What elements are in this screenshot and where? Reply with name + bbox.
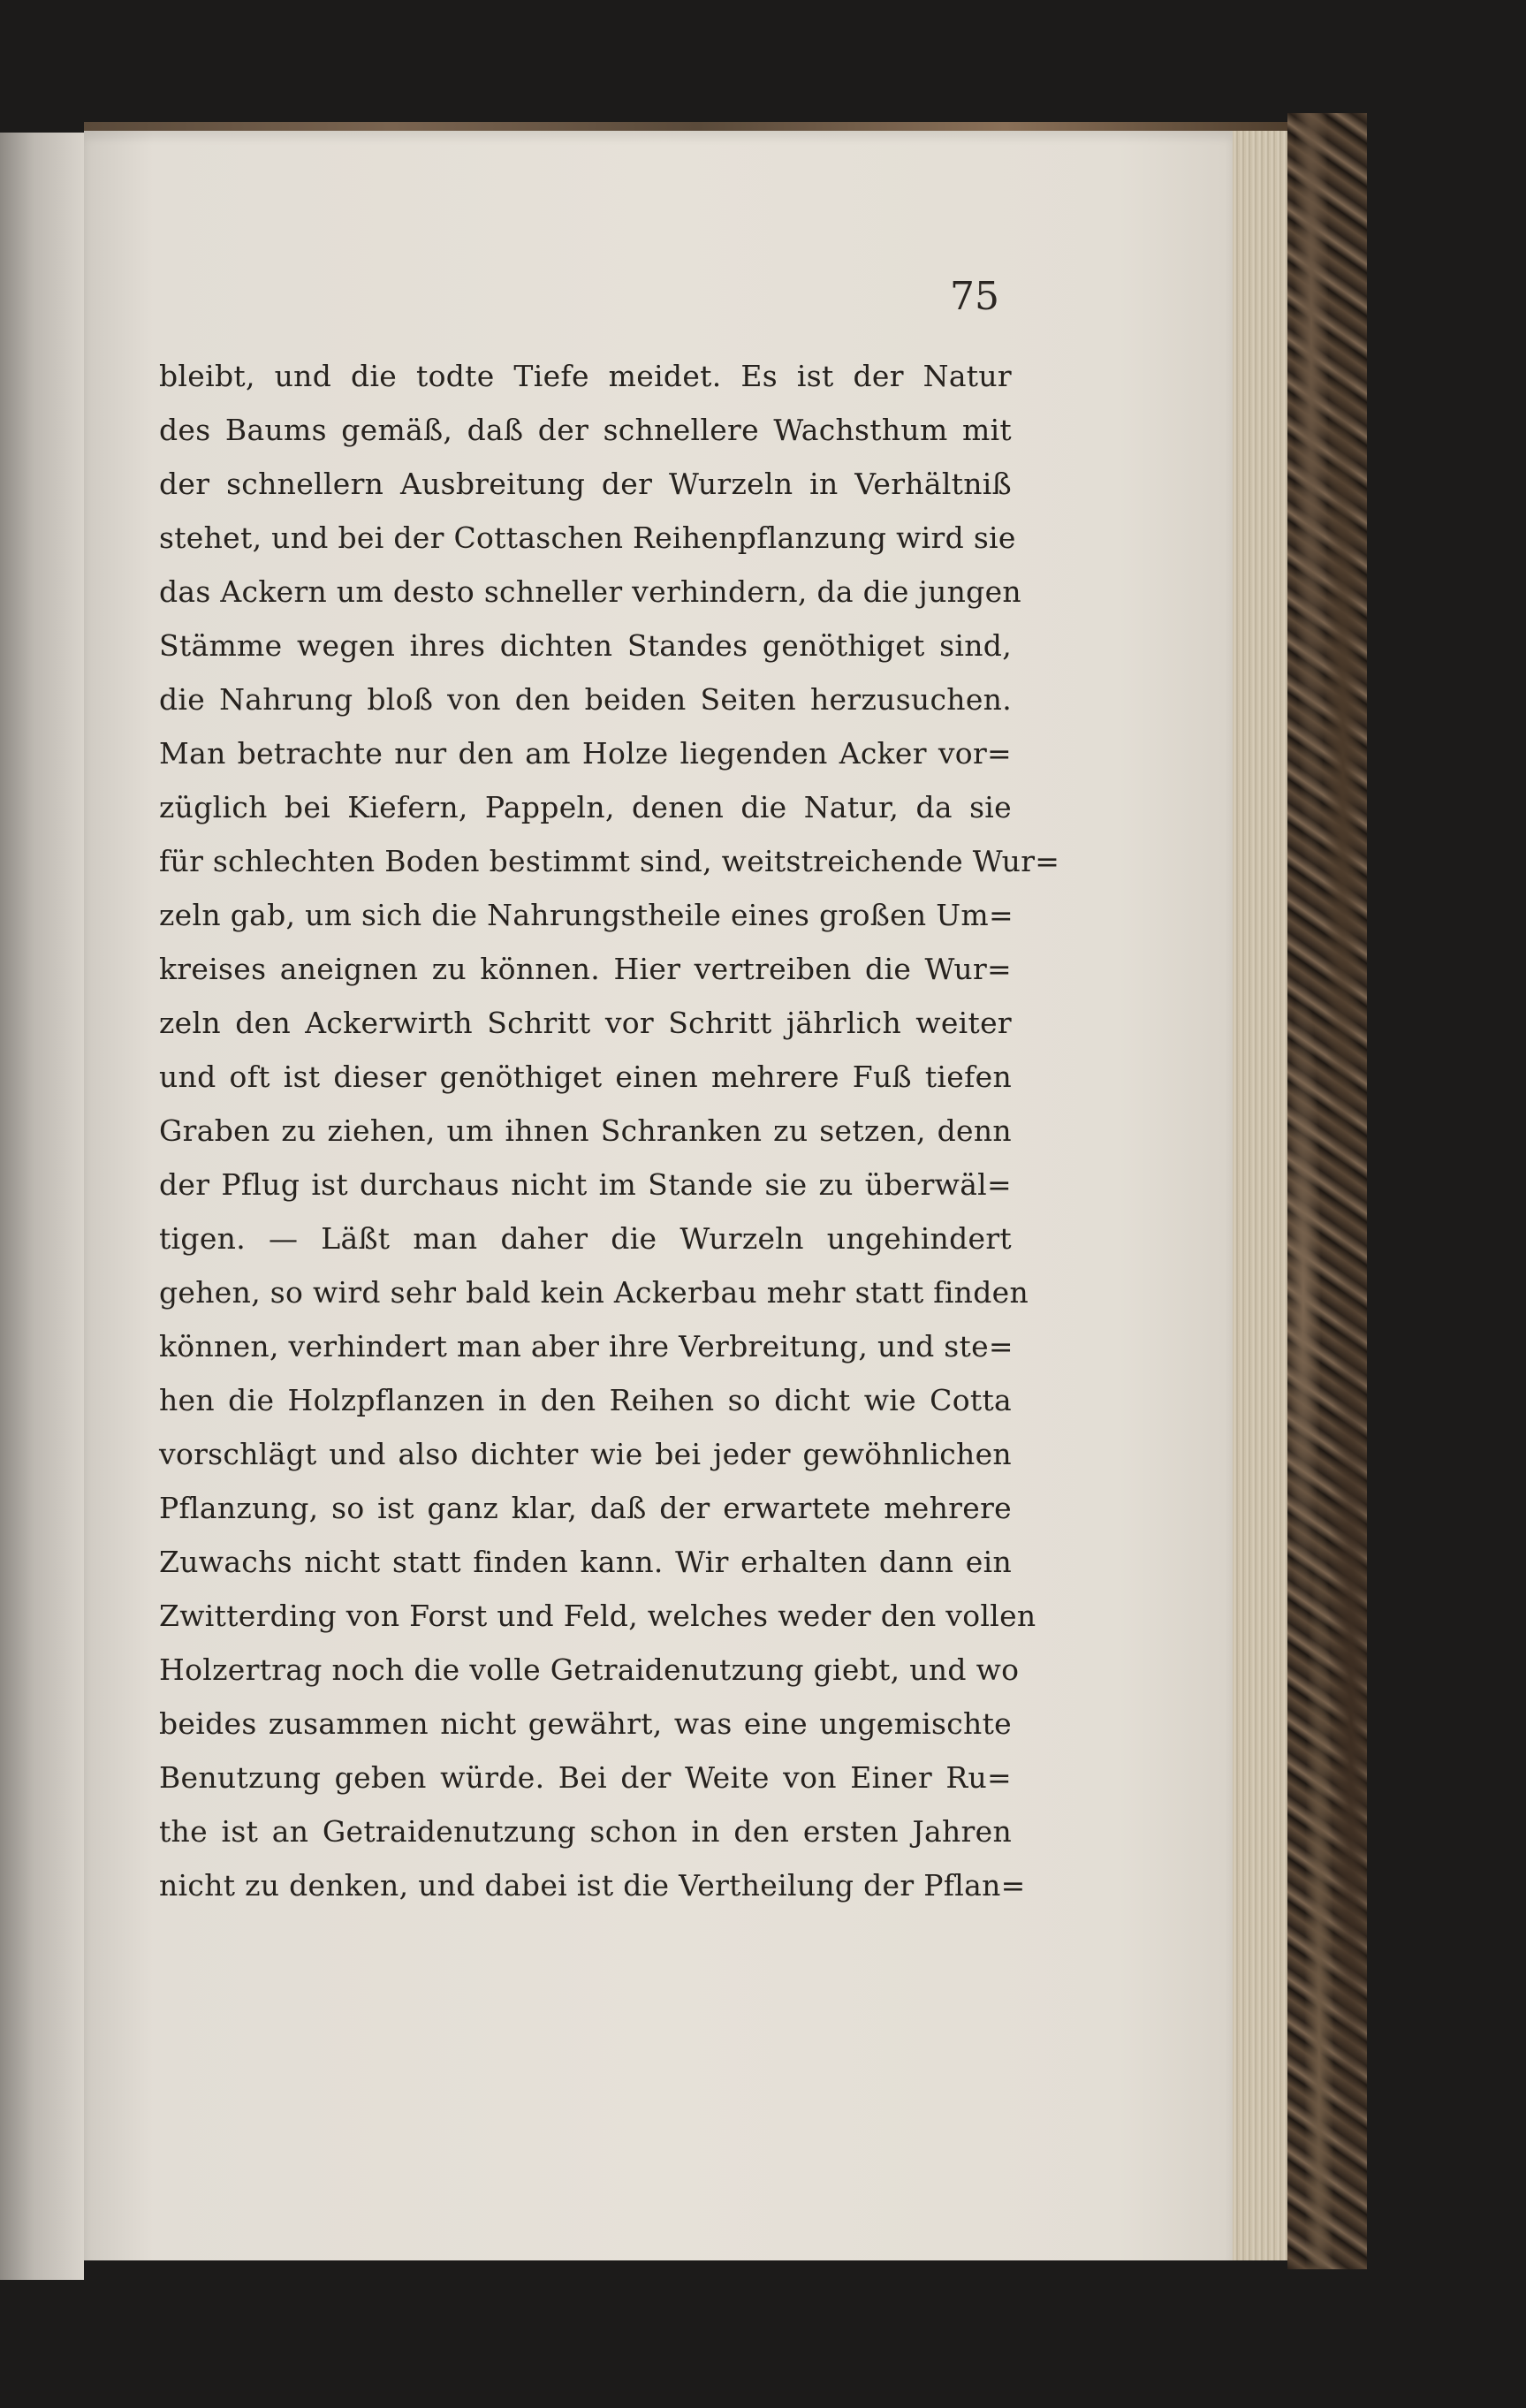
text-line: beides zusammen nicht gewährt, was eine ungemischte	[159, 1706, 1012, 1741]
text-line: the ist an Getraidenutzung schon in den ersten Jahren	[159, 1814, 1012, 1849]
text-line: stehet, und bei der Cottaschen Reihenpflanzung wird sie	[159, 520, 1016, 555]
text-line: vorschlägt und also dichter wie bei jeder gewöhnlichen	[159, 1437, 1012, 1471]
text-line: Zuwachs nicht statt finden kann. Wir erhalten dann ein	[159, 1545, 1012, 1579]
text-line: der Pflug ist durchaus nicht im Stande sie zu überwäl=	[159, 1167, 1012, 1202]
text-line: der schnellern Ausbreitung der Wurzeln in Verhältniß	[159, 467, 1012, 501]
page-number: 75	[950, 274, 999, 319]
text-line: Benutzung geben würde. Bei der Weite von Einer Ru=	[159, 1760, 1012, 1795]
text-line: Holzertrag noch die volle Getraidenutzung giebt, und wo	[159, 1652, 1020, 1687]
text-line: tigen. — Läßt man daher die Wurzeln ungehindert	[159, 1221, 1012, 1256]
text-line: gehen, so wird sehr bald kein Ackerbau mehr statt finden	[159, 1275, 1029, 1310]
text-line: zeln den Ackerwirth Schritt vor Schritt jährlich weiter	[159, 1006, 1012, 1040]
text-line: Pflanzung, so ist ganz klar, daß der erwartete mehrere	[159, 1491, 1012, 1525]
text-line: Stämme wegen ihres dichten Standes genöthiget sind,	[159, 628, 1012, 663]
left-page-edge	[0, 133, 84, 2280]
text-line: Zwitterding von Forst und Feld, welches weder den vollen	[159, 1599, 1036, 1633]
text-line: Man betrachte nur den am Holze liegenden Acker vor=	[159, 736, 1012, 771]
text-line: bleibt, und die todte Tiefe meidet. Es ist der Natur	[159, 359, 1012, 393]
text-line: für schlechten Boden bestimmt sind, weitstreichende Wur=	[159, 844, 1060, 878]
text-line: kreises aneignen zu können. Hier vertreiben die Wur=	[159, 952, 1012, 986]
page-stack-edge	[1233, 131, 1287, 2260]
text-line: das Ackern um desto schneller verhindern, da die jungen	[159, 574, 1021, 609]
text-line: hen die Holzpflanzen in den Reihen so dicht wie Cotta	[159, 1383, 1012, 1417]
text-line: können, verhindert man aber ihre Verbreitung, und ste=	[159, 1329, 1014, 1364]
text-line: des Baums gemäß, daß der schnellere Wachsthum mit	[159, 413, 1012, 447]
text-line: zeln gab, um sich die Nahrungstheile eines großen Um=	[159, 898, 1014, 932]
text-line: Graben zu ziehen, um ihnen Schranken zu setzen, denn	[159, 1113, 1012, 1148]
body-text	[159, 349, 1060, 1912]
marbled-cover-board	[1287, 113, 1367, 2269]
text-line: züglich bei Kiefern, Pappeln, denen die Natur, da sie	[159, 790, 1012, 824]
text-line: die Nahrung bloß von den beiden Seiten herzusuchen.	[159, 682, 1012, 717]
text-line: nicht zu denken, und dabei ist die Vertheilung der Pflan=	[159, 1868, 1026, 1903]
text-line: und oft ist dieser genöthiget einen mehrere Fuß tiefen	[159, 1060, 1012, 1094]
